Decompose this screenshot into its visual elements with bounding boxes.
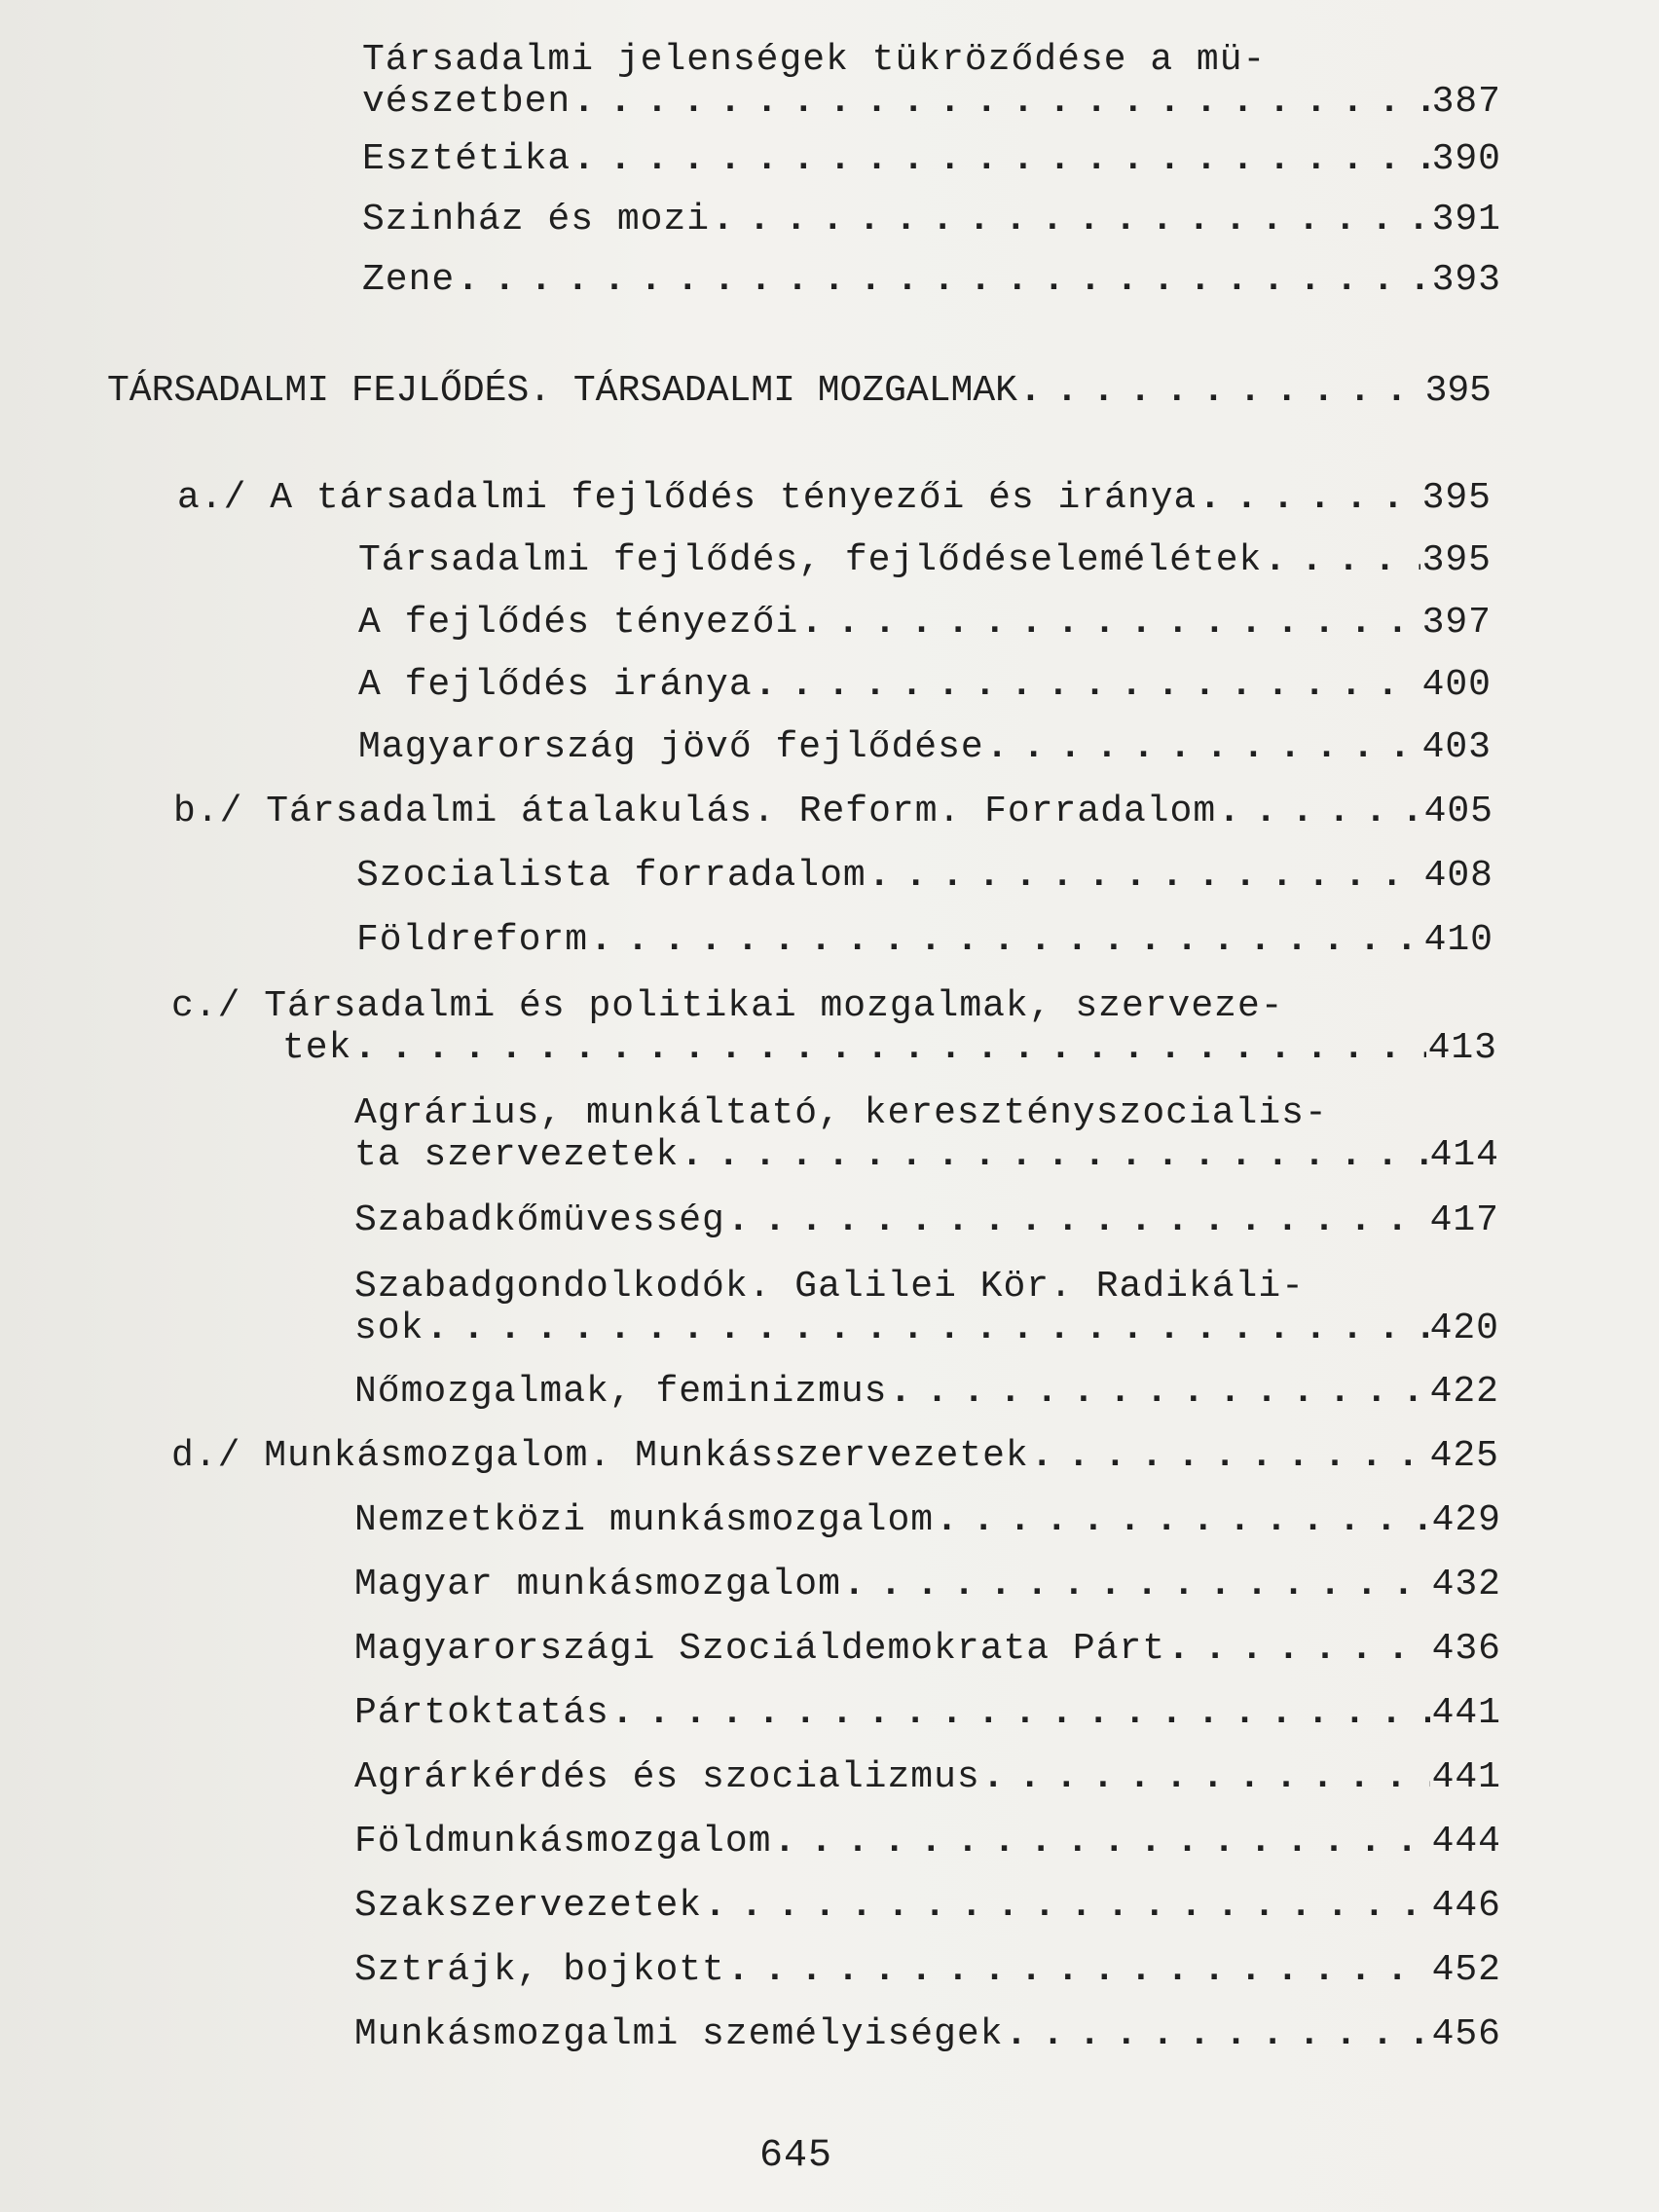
toc-entry	[358, 726, 1492, 768]
toc-entry	[356, 919, 1493, 961]
toc-entry-title: Földreform	[356, 919, 589, 961]
toc-entry	[354, 2013, 1501, 2055]
toc-entry	[171, 985, 1497, 1069]
toc-page-number: 441	[1431, 1692, 1501, 1734]
toc-entry-title: Szakszervezetek	[354, 1885, 703, 1927]
leader-dots	[457, 259, 1429, 301]
toc-entry	[354, 1949, 1501, 1991]
toc-entry-title-cont: ta szervezetek	[354, 1134, 680, 1176]
toc-page-number: 429	[1431, 1499, 1501, 1541]
toc-page-number: 393	[1431, 259, 1501, 301]
leader-dots	[986, 726, 1420, 768]
toc-page-number: 452	[1431, 1949, 1501, 1991]
toc-entry	[358, 664, 1492, 706]
leader-dots	[773, 1821, 1429, 1862]
toc-entry	[354, 1756, 1501, 1798]
toc-page-number: 413	[1427, 1027, 1497, 1069]
toc-entry-title: Földmunkásmozgalom	[354, 1821, 772, 1862]
toc-entry	[354, 1692, 1501, 1734]
toc-page-number: 417	[1429, 1199, 1499, 1241]
toc-entry	[354, 1266, 1499, 1349]
leader-dots	[572, 138, 1429, 180]
toc-entry	[362, 259, 1501, 301]
leader-dots	[800, 602, 1419, 644]
toc-entry-title: Társadalmi jelenségek tükröződése a mü-	[362, 39, 1267, 81]
toc-page-number: 391	[1431, 199, 1501, 240]
toc-entry	[354, 1371, 1499, 1413]
toc-entry	[358, 539, 1492, 581]
leader-dots	[890, 1371, 1428, 1413]
toc-page-number: 405	[1423, 791, 1493, 832]
toc-entry	[171, 1435, 1499, 1477]
toc-entry	[354, 1499, 1501, 1541]
toc-entry-title: d./ Munkásmozgalom. Munkásszervezetek	[171, 1435, 1029, 1477]
toc-entry-title: b./ Társadalmi átalakulás. Reform. Forradalom	[173, 791, 1217, 832]
leader-dots	[1167, 1628, 1429, 1670]
leader-dots	[936, 1499, 1429, 1541]
toc-entry-title: Munkásmozgalmi személyiségek	[354, 2013, 1004, 2055]
toc-entry	[362, 199, 1501, 240]
toc-page-number: 422	[1429, 1371, 1499, 1413]
toc-entry-title: Magyarországi Szociáldemokrata Párt	[354, 1628, 1166, 1670]
toc-page-number: 456	[1431, 2013, 1501, 2055]
toc-entry-title: Szabadgondolkodók. Galilei Kör. Radikáli-	[354, 1266, 1305, 1308]
toc-entry	[354, 1821, 1501, 1862]
toc-entry-title: Szocialista forradalom	[356, 855, 866, 897]
toc-entry-title: Agrárkérdés és szocializmus	[354, 1756, 980, 1798]
toc-entry-title: TÁRSADALMI FEJLŐDÉS. TÁRSADALMI MOZGALMAK	[107, 370, 1017, 412]
toc-entry	[362, 138, 1501, 180]
leader-dots	[1264, 539, 1419, 581]
toc-entry-title: Társadalmi fejlődés, fejlődéselemélétek	[358, 539, 1263, 581]
toc-entry-title: Magyarország jövő fejlődése	[358, 726, 984, 768]
toc-entry-title-cont: vészetben	[362, 81, 571, 123]
leader-dots	[982, 1756, 1430, 1798]
toc-entry	[354, 1092, 1499, 1176]
toc-page-number: 397	[1421, 602, 1492, 644]
toc-entry-title: c./ Társadalmi és politikai mozgalmak, szerveze-	[171, 985, 1284, 1027]
leader-dots	[755, 664, 1420, 706]
page-number: 645	[759, 2134, 833, 2178]
toc-entry-title: Szinház és mozi	[362, 199, 711, 240]
toc-page-number: 400	[1421, 664, 1492, 706]
toc-entry-title: Esztétika	[362, 138, 571, 180]
leader-dots	[727, 1949, 1430, 1991]
toc-page-number: 441	[1431, 1756, 1501, 1798]
toc-entry	[362, 39, 1501, 123]
leader-dots	[1019, 370, 1423, 412]
toc-entry	[354, 1564, 1501, 1605]
toc-entry	[356, 855, 1493, 897]
toc-page-number: 420	[1429, 1308, 1499, 1349]
toc-entry-title: a./ A társadalmi fejlődés tényezői és iránya	[177, 477, 1198, 519]
leader-dots	[681, 1134, 1427, 1176]
leader-dots	[1218, 791, 1421, 832]
toc-page-number: 395	[1421, 539, 1492, 581]
toc-entry-title: Zene	[362, 259, 456, 301]
toc-page-number: 432	[1431, 1564, 1501, 1605]
toc-entry-title: A fejlődés tényezői	[358, 602, 799, 644]
leader-dots	[1198, 477, 1419, 519]
leader-dots	[843, 1564, 1430, 1605]
leader-dots	[704, 1885, 1430, 1927]
leader-dots	[590, 919, 1422, 961]
leader-dots	[1031, 1435, 1428, 1477]
toc-section-heading	[107, 370, 1492, 412]
toc-page-number: 403	[1421, 726, 1492, 768]
toc-entry-title: Nemzetközi munkásmozgalom	[354, 1499, 935, 1541]
leader-dots	[712, 199, 1430, 240]
toc-page-number: 408	[1423, 855, 1493, 897]
toc-entry	[173, 791, 1493, 832]
toc-entry-title: Magyar munkásmozgalom	[354, 1564, 841, 1605]
toc-page-number: 395	[1424, 370, 1492, 412]
toc-page-number: 410	[1423, 919, 1493, 961]
toc-page-number: 387	[1431, 81, 1501, 123]
toc-entry	[354, 1885, 1501, 1927]
toc-entry-title-cont: tek	[282, 1027, 352, 1069]
toc-page-number: 414	[1429, 1134, 1499, 1176]
leader-dots	[611, 1692, 1430, 1734]
toc-entry-title-cont: sok	[354, 1308, 424, 1349]
toc-page-number: 446	[1431, 1885, 1501, 1927]
toc-entry	[358, 602, 1492, 644]
toc-page-number: 436	[1431, 1628, 1501, 1670]
toc-entry	[354, 1628, 1501, 1670]
toc-entry	[354, 1199, 1499, 1241]
toc-entry	[177, 477, 1492, 519]
toc-page-number: 395	[1421, 477, 1492, 519]
leader-dots	[1006, 2013, 1430, 2055]
toc-entry-title: A fejlődés iránya	[358, 664, 753, 706]
toc-page-number: 425	[1429, 1435, 1499, 1477]
leader-dots	[425, 1308, 1427, 1349]
toc-entry-title: Szabadkőmüvesség	[354, 1199, 725, 1241]
toc-entry-title: Sztrájk, bojkott	[354, 1949, 725, 1991]
leader-dots	[727, 1199, 1428, 1241]
toc-page-number: 444	[1431, 1821, 1501, 1862]
toc-entry-title: Nőmozgalmak, feminizmus	[354, 1371, 888, 1413]
leader-dots	[572, 81, 1429, 123]
leader-dots	[868, 855, 1422, 897]
leader-dots	[353, 1027, 1425, 1069]
toc-entry-title: Agrárius, munkáltató, keresztényszocialis-	[354, 1092, 1328, 1134]
toc-entry-title: Pártoktatás	[354, 1692, 609, 1734]
toc-page-number: 390	[1431, 138, 1501, 180]
